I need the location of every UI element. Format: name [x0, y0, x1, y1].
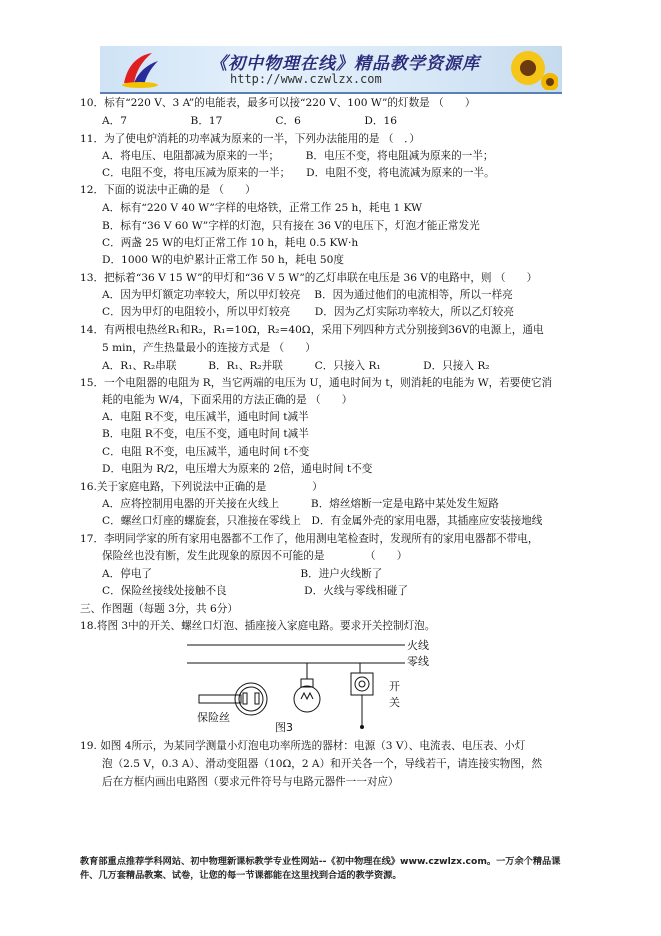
- switch-label: 开关: [389, 680, 400, 709]
- q11-options-cd: C．电阻不变，将电压减为原来的一半； D．电阻不变，将电流减为原来的一半。: [102, 167, 495, 179]
- banner-title: 《初中物理在线》精品教学资源库: [210, 54, 480, 74]
- q14-stem-cont: 5 min，产生热量最小的连接方式是 （ ）: [102, 342, 316, 354]
- q16-options-ab: A．应将控制用电器的开关接在火线上 B．熔丝熔断一定是电路中某处发生短路: [102, 498, 499, 510]
- q17-stem: 17．李明同学家的所有家用电器都不工作了，他用测电笔检查时，发现所有的家用电器都不带电，: [80, 533, 539, 545]
- q11-stem: 11．为了使电炉消耗的功率减为原来的一半，下列办法能用的是 （ ．）: [80, 133, 420, 145]
- q16-options-cd: C．螺丝口灯座的螺旋套，只准接在零线上 D．有金属外壳的家用电器，其插座应安装接地线: [102, 515, 543, 527]
- q18-stem: 18.将图 3中的开关、螺丝口灯泡、插座接入家庭电路。要求开关控制灯泡。: [80, 620, 436, 632]
- q13-options-ab: A．因为甲灯额定功率较大，所以甲灯较亮 B．因为通过他们的电流相等，所以一样亮: [102, 289, 513, 301]
- q15-option-d: D．电阻为 R/2，电压增大为原来的 2倍，通电时间 t不变: [102, 463, 373, 475]
- q13-stem: 13．把标着“36 V 15 W”的甲灯和“36 V 5 W”的乙灯串联在电压是 36 V的电路中，则 （ ）: [80, 272, 538, 284]
- banner-url[interactable]: http://www.czwlzx.com: [230, 72, 382, 86]
- q13-options-cd: C．因为甲灯的电阻较小，所以甲灯较亮 D．因为乙灯实际功率较大，所以乙灯较亮: [102, 306, 514, 318]
- q15-option-c: C．电阻 R不变，电压减半，通电时间 t不变: [102, 446, 310, 458]
- q10-stem: 10．标有“220 V、3 A”的电能表，最多可以接“220 V、100 W”的灯数是 （ ）: [80, 97, 476, 109]
- q15-option-b: B．电阻 R不变，电压不变，通电时间 t减半: [102, 428, 309, 440]
- section-3-heading: 三、作图题（每题 3分，共 6分）: [80, 603, 238, 615]
- q11-options-ab: A．将电压、电阻都减为原来的一半； B．电压不变，将电阻减为原来的一半；: [102, 150, 494, 162]
- logo-icon: [118, 49, 162, 89]
- q15-option-a: A．电阻 R不变，电压减半，通电时间 t减半: [102, 411, 309, 423]
- q17-options-cd: C．保险丝接线处接触不良 D．火线与零线相碰了: [102, 585, 408, 597]
- q19-stem-cont-2: 后在方框内画出电路图（要求元件符号与电路元器件一一对应）: [102, 776, 399, 788]
- q14-options: A．R₁、R₂串联 B．R₁、R₂并联 C．只接入 R₁ D．只接入 R₂: [102, 360, 490, 372]
- figure-caption: 图3: [275, 721, 293, 734]
- neutral-wire-label: 零线: [407, 655, 429, 668]
- live-wire-label: 火线: [407, 639, 429, 652]
- q12-option-d: D．1000 W的电炉累计正常工作 50 h，耗电 50度: [102, 254, 344, 266]
- q15-stem-cont: 耗的电能为 W/4，下面采用的方法正确的是 （ ）: [102, 394, 353, 406]
- q14-stem: 14．有两根电热丝R₁和R₂，R₁=10Ω，R₂=40Ω，采用下列四种方式分别接到36V的电源上，通电: [80, 324, 544, 336]
- q16-stem: 16.关于家庭电路，下列说法中正确的是 ）: [80, 481, 323, 493]
- sunflower-icon: [498, 48, 558, 90]
- q12-option-c: C．两盏 25 W的电灯正常工作 10 h，耗电 0.5 KW·h: [102, 237, 359, 249]
- footer-line-1: 教育部重点推荐学科网站、初中物理新课标教学专业性网站--《初中物理在线》www.czwlzx.com。一万余个精品课: [80, 856, 561, 867]
- footer-line-2: 件、几万套精品教案、试卷，让您的每一节课都能在这里找到合适的教学资源。: [80, 870, 402, 881]
- q17-options-ab: A．停电了 B．进户火线断了: [102, 568, 383, 580]
- q19-stem-cont-1: 泡（2.5 V，0.3 A）、滑动变阻器（10Ω，2 A）和开关各一个，导线若干，请连接实物图，然: [102, 758, 543, 770]
- q17-stem-cont: 保险丝也没有断，发生此现象的原因不可能的是 （ ）: [102, 550, 408, 562]
- header-banner: [100, 46, 562, 94]
- q12-option-b: B．标有“36 V 60 W”字样的灯泡，只有接在 36 V的电压下，灯泡才能正常发光: [102, 220, 480, 232]
- q12-stem: 12．下面的说法中正确的是 （ ）: [80, 184, 256, 196]
- q19-stem: 19. 如图 4所示，为某同学测量小灯泡电功率所选的器材：电源（3 V）、电流表、电压表、小灯: [80, 740, 526, 752]
- fuse-label: 保险丝: [197, 711, 230, 724]
- q12-option-a: A．标有“220 V 40 W”字样的电烙铁，正常工作 25 h，耗电 1 KW: [102, 202, 423, 214]
- q15-stem: 15．一个电阻器的电阻为 R，当它两端的电压为 U，通电时间为 t，则消耗的电能为 W，若要使它消: [80, 377, 553, 389]
- q10-options: A．7 B．17 C．6 D．16: [102, 115, 397, 127]
- figure-3: [185, 637, 435, 733]
